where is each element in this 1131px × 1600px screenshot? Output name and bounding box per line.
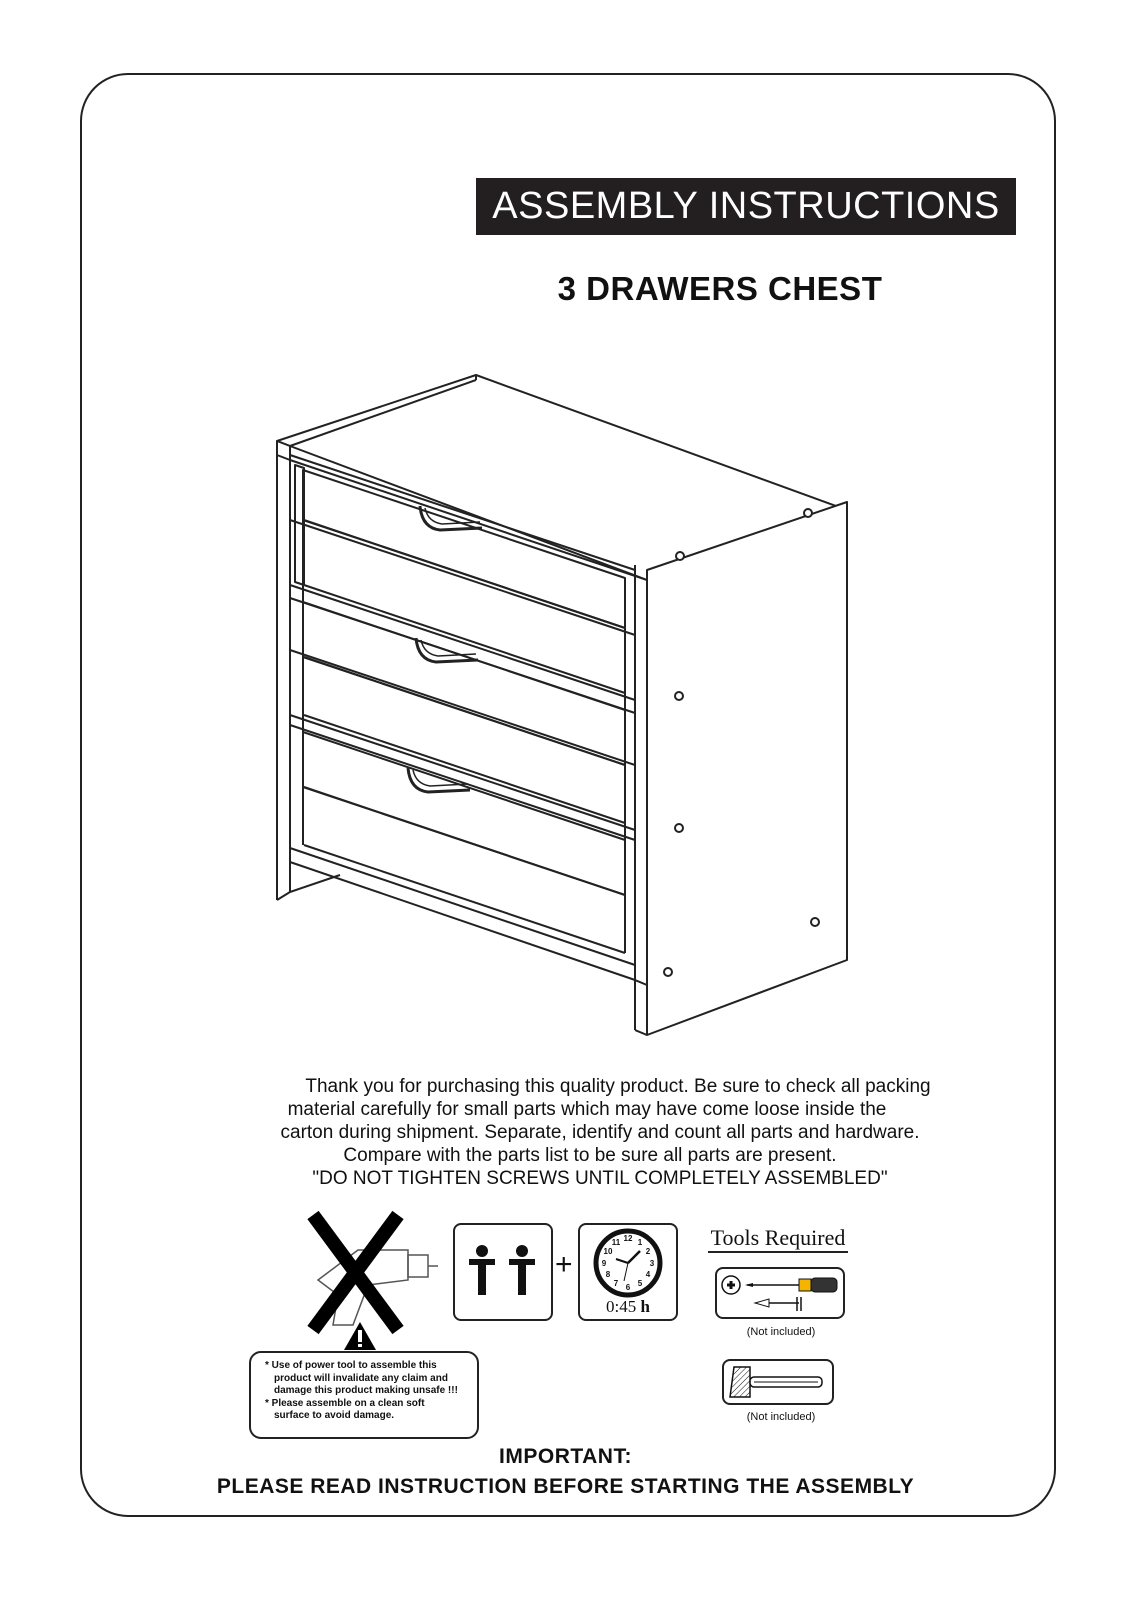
hammer-icon: [724, 1361, 832, 1403]
svg-text:6: 6: [625, 1283, 631, 1292]
plus-sign: +: [555, 1248, 573, 1281]
svg-text:7: 7: [613, 1279, 619, 1288]
warning-line: damage this product making unsafe !!!: [274, 1385, 458, 1396]
warning-line: * Please assemble on a clean soft: [265, 1397, 425, 1409]
assembly-time: [580, 1297, 676, 1317]
no-power-tool-icon: [298, 1210, 438, 1360]
tools-title: Tools Required: [708, 1225, 848, 1253]
chest-illustration: [270, 370, 870, 1050]
warning-line: product will invalidate any claim and: [274, 1372, 448, 1384]
svg-text:9: 9: [601, 1259, 607, 1268]
power-tool-warning: [249, 1351, 479, 1439]
svg-text:2: 2: [645, 1247, 651, 1256]
two-people-icon: [455, 1225, 551, 1319]
clock-icon: [580, 1225, 676, 1299]
intro-line: material carefully for small parts which may have come loose inside the: [287, 1099, 887, 1120]
svg-text:12: 12: [623, 1234, 633, 1243]
warning-line: * Use of power tool to assemble this: [265, 1360, 437, 1371]
svg-text:1: 1: [637, 1238, 643, 1247]
intro-line: carton during shipment. Separate, identify and count all parts and hardware.: [280, 1122, 920, 1143]
svg-text:5: 5: [637, 1279, 643, 1288]
time-value: 0:45: [606, 1297, 637, 1316]
svg-text:11: 11: [611, 1238, 621, 1247]
time-unit: h: [640, 1297, 650, 1316]
svg-text:8: 8: [605, 1270, 611, 1279]
title-banner: ASSEMBLY INSTRUCTIONS: [476, 178, 1016, 235]
svg-text:4: 4: [645, 1270, 651, 1279]
intro-text: [220, 1075, 980, 1190]
important-notice: PLEASE READ INSTRUCTION BEFORE STARTING THE ASSEMBLY: [216, 1475, 915, 1498]
svg-text:10: 10: [603, 1247, 613, 1256]
intro-line: "DO NOT TIGHTEN SCREWS UNTIL COMPLETELY ASSEMBLED": [312, 1168, 888, 1189]
svg-text:3: 3: [649, 1259, 655, 1268]
screwdriver-icon: [717, 1269, 843, 1317]
two-people-box: [453, 1223, 553, 1321]
warning-line: surface to avoid damage.: [274, 1410, 395, 1421]
assembly-time-box: [578, 1223, 678, 1321]
important-heading: IMPORTANT:: [499, 1445, 632, 1468]
screwdriver-note: (Not included): [746, 1326, 816, 1338]
screwdriver-box: [715, 1267, 845, 1319]
product-name: 3 DRAWERS CHEST: [557, 270, 883, 307]
hammer-box: [722, 1359, 834, 1405]
hammer-note: (Not included): [746, 1411, 816, 1423]
intro-line: Thank you for purchasing this quality product. Be sure to check all packing: [305, 1076, 931, 1097]
intro-line: Compare with the parts list to be sure all parts are present.: [343, 1145, 837, 1166]
